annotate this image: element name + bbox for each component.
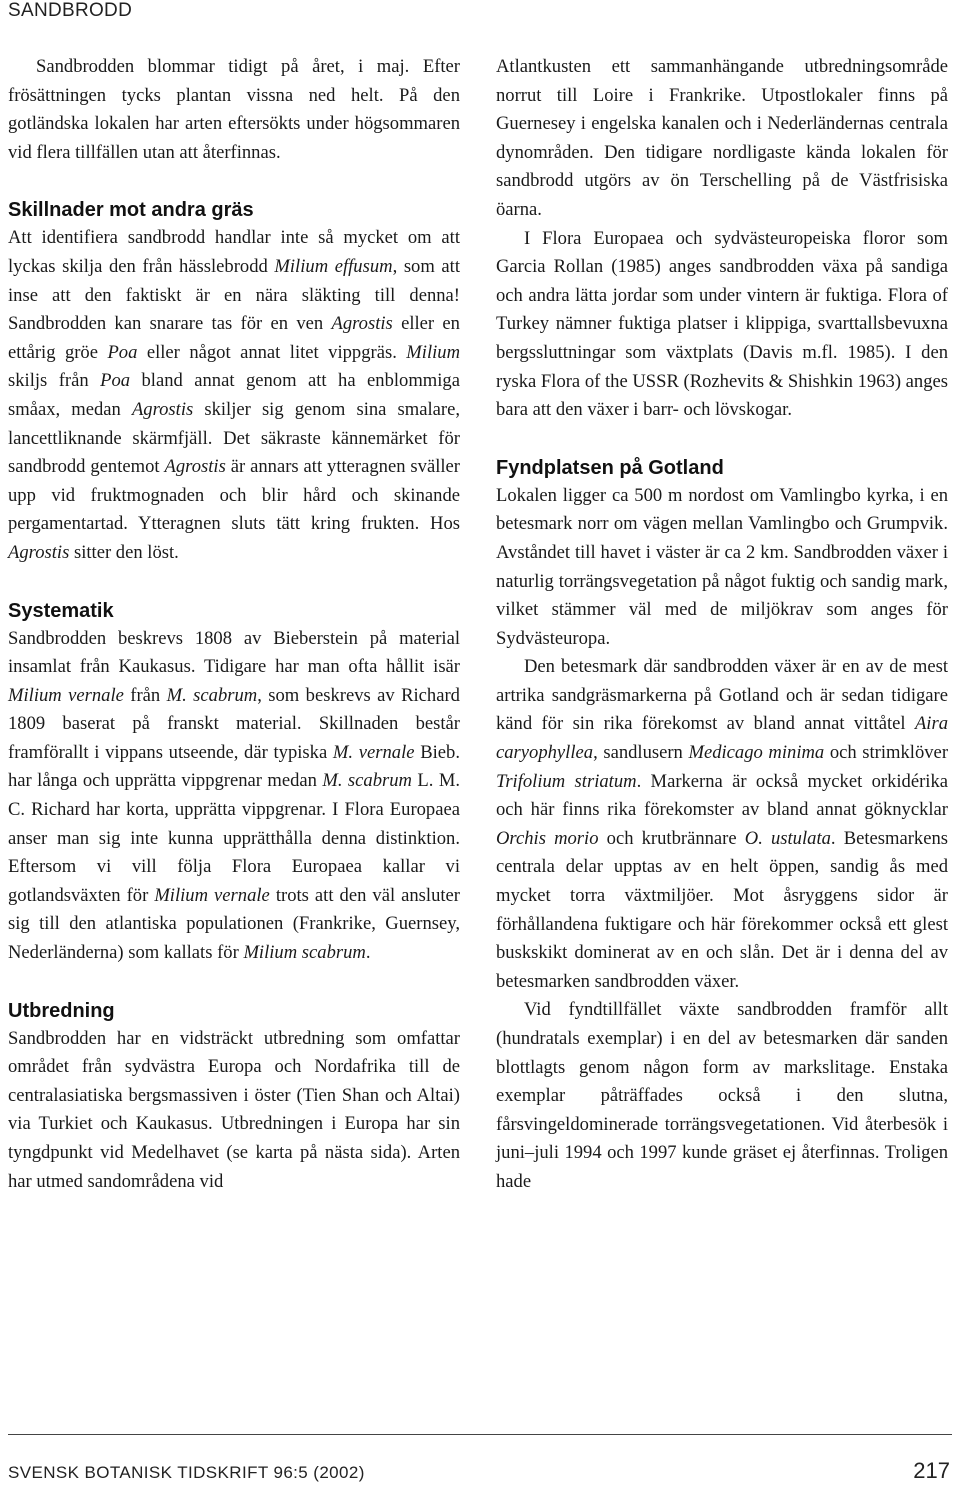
paragraph-systematik: Sandbrodden beskrevs 1808 av Bieberstein på material insamlat från Kaukasus. Tidigare har man ofta hållit isär Milium vernale från M. scabrum, som beskrevs av Richard 1809 baserat på franskt material. Skillnaden består framförallt i vippans utseende, där typiska M. vernale Bieb. har långa och upprätta vippgrenar medan M. scabrum L. M. C. Richard har korta, upprätta vippgrenar. I Flora Europaea anser man sig inte kunna upprätthålla denna distinktion. Eftersom vi vill följa Flora Europaea kallar vi gotlandsväxten för Milium vernale trots att den väl ansluter sig till den atlantiska populationen (Frankrike, Guernsey, Nederländerna) som kallats för Milium scabrum. bbox=[8, 627, 461, 964]
heading-fyndplatsen: Fyndplatsen på Gotland bbox=[496, 456, 724, 479]
paragraph-lokalen: Lokalen ligger ca 500 m nordost om Vamlingbo kyrka, i en betesmark norr om vägen mellan Vamlingbo och Grumpvik. Avståndet till havet i väster är ca 2 km. Sandbrodden växer i naturlig torrängsvegetation på något fuktig och sandig mark, vilket stämmer väl med de miljökrav som anges för Sydvästeuropa. bbox=[496, 484, 948, 649]
paragraph-floror: I Flora Europaea och sydvästeuropeiska floror som Garcia Rollan (1985) anges sandbrodden växa på sandiga och andra lätta jordar som under vintern är fuktiga. Flora of Turkey nämner fuktiga platser i klippiga, svarttallsbevuxna bergssluttningar som växtplats (Davis m.fl. 1985). I den ryska Flora of the USSR (Rozhevits & Shishkin 1963) anges bara att den växer i barr- och lövskogar. bbox=[496, 227, 948, 421]
right-column bbox=[496, 53, 948, 1197]
paragraph-fyndtillfallet: Vid fyndtillfället växte sandbrodden framför allt (hundratals exemplar) i en del av betesmarken där sanden blottlagts genom någon form av markslitage. Enstaka exemplar påträffades också i den slutna, fårsvingeldominerade torrängsvegetationen. Vid återbesök i juni–juli 1994 och 1997 kunde gräset ej återfinnas. Troligen hade bbox=[496, 999, 948, 1192]
paragraph-skillnader: Att identifiera sandbrodd handlar inte så mycket om att lyckas skilja den från hässlebrodd Milium effusum, som att inse att den faktiskt är en nära släkting till denna! Sandbrodden kan snarare tas för en ven Agrostis eller en ettårig gröe Poa eller något annat litet vippgräs. Milium skiljs från Poa bland annat genom att ha enblommiga småax, medan Agrostis skiljer sig genom sina smalare, lancettliknande skärmfjäll. Det säkraste kännemärket för sandbrodd gentemot Agrostis är annars att ytteragnen sväller upp vid fruktmognaden och blir hård och skinande pergamentartad. Ytteragnen sluts tätt kring frukten. Hos Agrostis sitter den löst. bbox=[8, 227, 461, 563]
paragraph-continuation: Atlantkusten ett sammanhängande utbredningsområde norrut till Loire i Frankrike. Utpostlokaler finns på Guernesey i engelska kanalen och i Nederländernas centrala dynområden. Den tidigare nordligaste kända lokalen för sandbrodd utgörs av ön Terschelling på de Västfrisiska öarna. bbox=[496, 56, 948, 220]
paragraph-utbredning: Sandbrodden har en vidsträckt utbredning som omfattar området från sydvästra Europa och Nordafrika till de centralasiatiska bergsmassiven i öster (Tien Shan och Altai) via Turkiet och Kaukasus. Utbredningen i Europa har sin tyngdpunkt vid Medelhavet (se karta på nästa sida). Arten har utmed sandområdena vid bbox=[8, 1027, 460, 1192]
heading-skillnader: Skillnader mot andra gräs bbox=[8, 199, 254, 222]
footer-divider bbox=[8, 1434, 952, 1435]
footer-journal: SVENSK BOTANISK TIDSKRIFT 96:5 (2002) bbox=[8, 1463, 365, 1482]
paragraph-betesmark: Den betesmark där sandbrodden växer är en av de mest artrika sandgräsmarkerna på Gotland och är sedan tidigare känd för sin rika förekomst av bland annat vittåtel Aira caryophyllea, sandlusern Medicago minima och strimklöver Trifolium striatum. Markerna är också mycket orkidérika och här finns rika förekomster av bland annat göknycklar Orchis morio och krutbrännare O. ustulata. Betesmarkens centrala delar upptas av en helt öppen, sandig ås med mycket torra växtmiljöer. Mot åsryggens sidor är förhållandena fuktigare och här förekommer också ett glest buskskikt dominerat av en och slån. Det är i denna del av betesmarken sandbrodden växer. bbox=[496, 656, 949, 992]
left-column bbox=[8, 53, 460, 1196]
heading-systematik: Systematik bbox=[8, 599, 114, 622]
page-number: 217 bbox=[913, 1458, 950, 1483]
running-head: SANDBRODD bbox=[8, 0, 133, 21]
paragraph-intro: Sandbrodden blommar tidigt på året, i maj. Efter frösättningen tycks plantan vissna ned helt. På den gotländska lokalen har arten eftersökts under högsommaren vid flera tillfällen utan att återfinnas. bbox=[8, 56, 460, 163]
heading-utbredning: Utbredning bbox=[8, 999, 115, 1022]
